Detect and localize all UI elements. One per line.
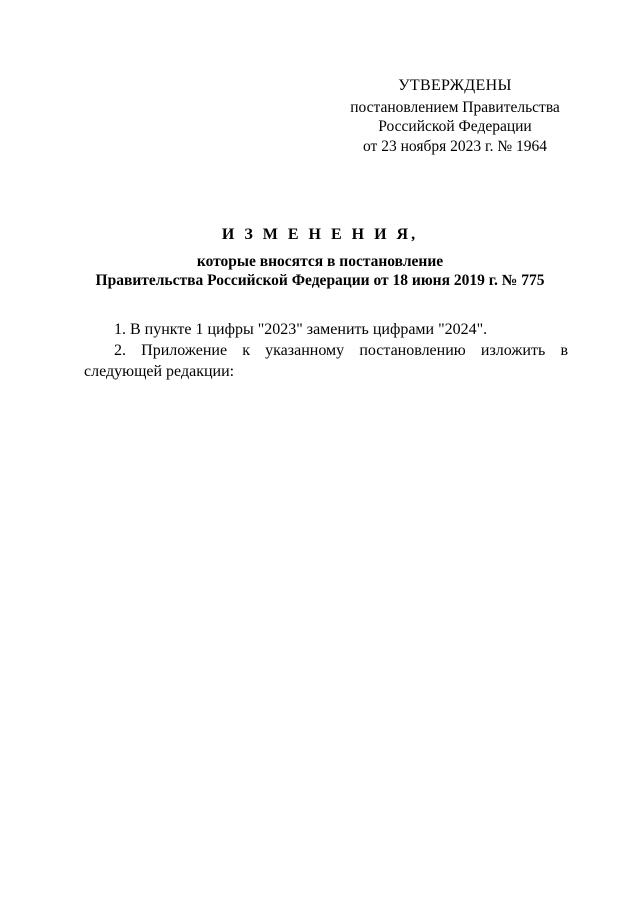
document-title: И З М Е Н Е Н И Я, <box>221 226 419 243</box>
document-subtitle <box>0 252 640 290</box>
subtitle-line-1: которые вносятся в постановление <box>196 253 444 270</box>
paragraph-2: 2. Приложение к указанному постановлению изложить в следующей редакции: <box>84 342 568 380</box>
approval-heading: УТВЕРЖДЕНЫ <box>398 77 512 94</box>
subtitle-line-2: Правительства Российской Федерации от 18 июня 2019 г. № 775 <box>95 272 545 289</box>
approval-line-3: от 23 ноября 2023 г. № 1964 <box>363 137 547 155</box>
paragraph-1: 1. В пункте 1 цифры "2023" заменить цифрами "2024". <box>114 321 488 338</box>
document-body <box>84 319 568 382</box>
approval-line-1: постановлением Правительства <box>350 98 560 116</box>
approval-line-2: Российской Федерации <box>378 118 532 135</box>
approval-stamp <box>330 76 580 156</box>
